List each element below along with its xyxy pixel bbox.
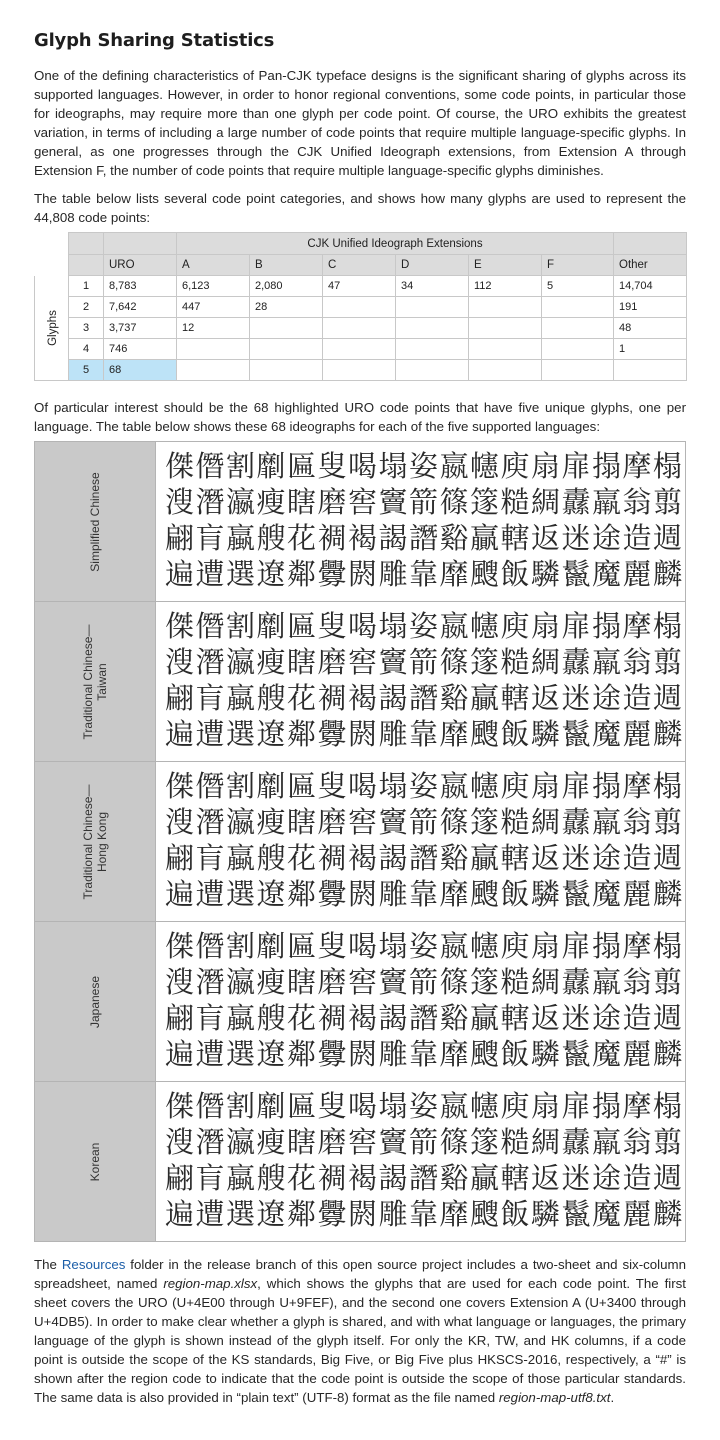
- table-cell: 746: [104, 339, 177, 360]
- language-row-traditional-chinese-hong-kong: [34, 762, 686, 922]
- table-row-highlighted: [35, 360, 687, 381]
- table-cell: 2,080: [250, 276, 323, 297]
- table-cell: [542, 339, 614, 360]
- ideograph-block: 傑僭割劘匾叟喝塌姿嬴幰庾扇扉搨摩榻 溲潛瀛瘦瞎磨窖竇箭篠篴糙綢纛羸翁翦 翩肓蠃艘花裯褐謁譖谿贏轄返迷途造週 遍遭選遼鄰釁閼雕靠靡颼飯驎鬣魔麗麟: [156, 442, 686, 601]
- ideograph-block: 傑僭割劘匾叟喝塌姿嬴幰庾扇扉搨摩榻 溲潛瀛瘦瞎磨窖竇箭篠篴糙綢纛羸翁翦 翩肓蠃艘花裯褐謁譖谿贏轄返迷途造週 遍遭選遼鄰釁閼雕靠靡颼飯驎鬣魔麗麟: [156, 602, 686, 761]
- language-row-korean: [34, 1082, 686, 1242]
- table-cell: [323, 297, 396, 318]
- row-number: 5: [69, 360, 104, 381]
- table-intro-paragraph: The table below lists several code point categories, and shows how many glyphs are used to represent the 44,808 code points:: [34, 191, 686, 225]
- intro-paragraph: One of the defining characteristics of Pan-CJK typeface designs is the significant sharing of glyphs across its supported languages. However, in order to honor regional conventions, some code points, in particular those for ideographs, may require more than one glyph per code point. Of course, the URO exhibits the greatest variation, in terms of including a large number of code points that require multiple language-specific glyphs. In general, as one progresses through the CJK Unified Ideograph extensions, from Extension A through Extension F, the number of code points that require multiple language-specific glyphs diminishes.: [34, 68, 686, 178]
- table-cell: 191: [614, 297, 687, 318]
- final-paragraph: The Resources folder in the release branch of this open source project includes a two-sheet and six-column spreadsheet, named region-map.xlsx, which shows the glyphs that are used for each code point. The first sheet covers the URO (U+4E00 through U+9FEF), and the second one covers Extension A (U+3400 through U+4DB5). In order to make clear whether a glyph is shared, and with what language or languages, the primary language of the glyph is shown instead of the glyph itself. For only the KR, TW, and HK columns, if a code point is outside the scope of the KS standards, Big Five, or Big Five plus HKSCS-2016, respectively, a “#” is shown after the region code to indicate that the code point is outside the scope of those particular standards. The same data is also provided in “plain text” (UTF-8) format as the file named region-map-utf8.txt.: [34, 1257, 686, 1405]
- table-cell: [323, 360, 396, 381]
- filename: region-map-utf8.txt: [498, 1390, 611, 1405]
- column-header: A: [177, 255, 250, 276]
- table-cell: 447: [177, 297, 250, 318]
- language-label: Simplified Chinese: [34, 442, 156, 601]
- table-cell: [542, 318, 614, 339]
- language-label: Korean: [34, 1082, 156, 1241]
- table-cell: [469, 318, 542, 339]
- table-row: [35, 297, 687, 318]
- table-cell: 34: [396, 276, 469, 297]
- table-cell: [250, 339, 323, 360]
- table-cell: [323, 339, 396, 360]
- table-cell: [469, 297, 542, 318]
- ideograph-block: 傑僭割劘匾叟喝塌姿嬴幰庾扇扉搨摩榻 溲潛瀛瘦瞎磨窖竇箭篠篴糙綢纛羸翁翦 翩肓蠃艘花裯褐謁譖谿贏轄返迷途造週 遍遭選遼鄰釁閼雕靠靡颼飯驎鬣魔麗麟: [156, 922, 686, 1081]
- table-cell: 8,783: [104, 276, 177, 297]
- page-title: Glyph Sharing Statistics: [34, 30, 275, 51]
- column-header: F: [542, 255, 614, 276]
- table-cell: [250, 318, 323, 339]
- ideograph-comparison-table: [34, 441, 686, 1242]
- column-header: C: [323, 255, 396, 276]
- table-cell: 7,642: [104, 297, 177, 318]
- table-cell: [396, 360, 469, 381]
- language-row-simplified-chinese: [34, 442, 686, 602]
- table-cell: [177, 339, 250, 360]
- row-number: 4: [69, 339, 104, 360]
- language-row-japanese: [34, 922, 686, 1082]
- table-cell: 6,123: [177, 276, 250, 297]
- table-row: [35, 339, 687, 360]
- language-row-traditional-chinese-taiwan: [34, 602, 686, 762]
- table-cell: 48: [614, 318, 687, 339]
- language-label: Japanese: [34, 922, 156, 1081]
- column-header: D: [396, 255, 469, 276]
- table-cell: [469, 339, 542, 360]
- row-number: 1: [69, 276, 104, 297]
- column-header: E: [469, 255, 542, 276]
- filename: region-map.xlsx: [163, 1276, 258, 1291]
- language-label: Traditional Chinese— Hong Kong: [34, 762, 156, 921]
- table-cell: [177, 360, 250, 381]
- table-cell: 12: [177, 318, 250, 339]
- table-cell: 28: [250, 297, 323, 318]
- table-cell: [250, 360, 323, 381]
- ideograph-block: 傑僭割劘匾叟喝塌姿嬴幰庾扇扉搨摩榻 溲潛瀛瘦瞎磨窖竇箭篠篴糙綢纛羸翁翦 翩肓蠃艘花裯褐謁譖谿贏轄返迷途造週 遍遭選遼鄰釁閼雕靠靡颼飯驎鬣魔麗麟: [156, 1082, 686, 1241]
- table-cell: [542, 360, 614, 381]
- table-cell: [614, 360, 687, 381]
- table-cell: [396, 339, 469, 360]
- extensions-header: CJK Unified Ideograph Extensions: [177, 233, 614, 255]
- table-cell: 47: [323, 276, 396, 297]
- table-cell: 1: [614, 339, 687, 360]
- table-cell: [542, 297, 614, 318]
- table-cell: [323, 318, 396, 339]
- ideograph-block: 傑僭割劘匾叟喝塌姿嬴幰庾扇扉搨摩榻 溲潛瀛瘦瞎磨窖竇箭篠篴糙綢纛羸翁翦 翩肓蠃艘花裯褐謁譖谿贏轄返迷途造週 遍遭選遼鄰釁閼雕靠靡颼飯驎鬣魔麗麟: [156, 762, 686, 921]
- row-number: 2: [69, 297, 104, 318]
- row-number: 3: [69, 318, 104, 339]
- table-cell: 14,704: [614, 276, 687, 297]
- table-row: [35, 318, 687, 339]
- table-cell: [396, 297, 469, 318]
- column-header: Other: [614, 255, 687, 276]
- table-cell: [469, 360, 542, 381]
- resources-link[interactable]: Resources: [61, 1257, 126, 1272]
- table-cell: 5: [542, 276, 614, 297]
- table-row: [35, 276, 687, 297]
- column-header: B: [250, 255, 323, 276]
- table-cell-highlighted: 68: [104, 360, 177, 381]
- language-label: Traditional Chinese— Taiwan: [34, 602, 156, 761]
- table-cell: 3,737: [104, 318, 177, 339]
- table-cell: 112: [469, 276, 542, 297]
- table-cell: [396, 318, 469, 339]
- column-header: URO: [104, 255, 177, 276]
- glyph-stats-table: [34, 232, 687, 381]
- glyphs-axis-label: Glyphs: [35, 276, 69, 381]
- middle-paragraph: Of particular interest should be the 68 highlighted URO code points that have five unique glyphs, one per language. The table below shows these 68 ideographs for each of the five supported languages:: [34, 400, 686, 434]
